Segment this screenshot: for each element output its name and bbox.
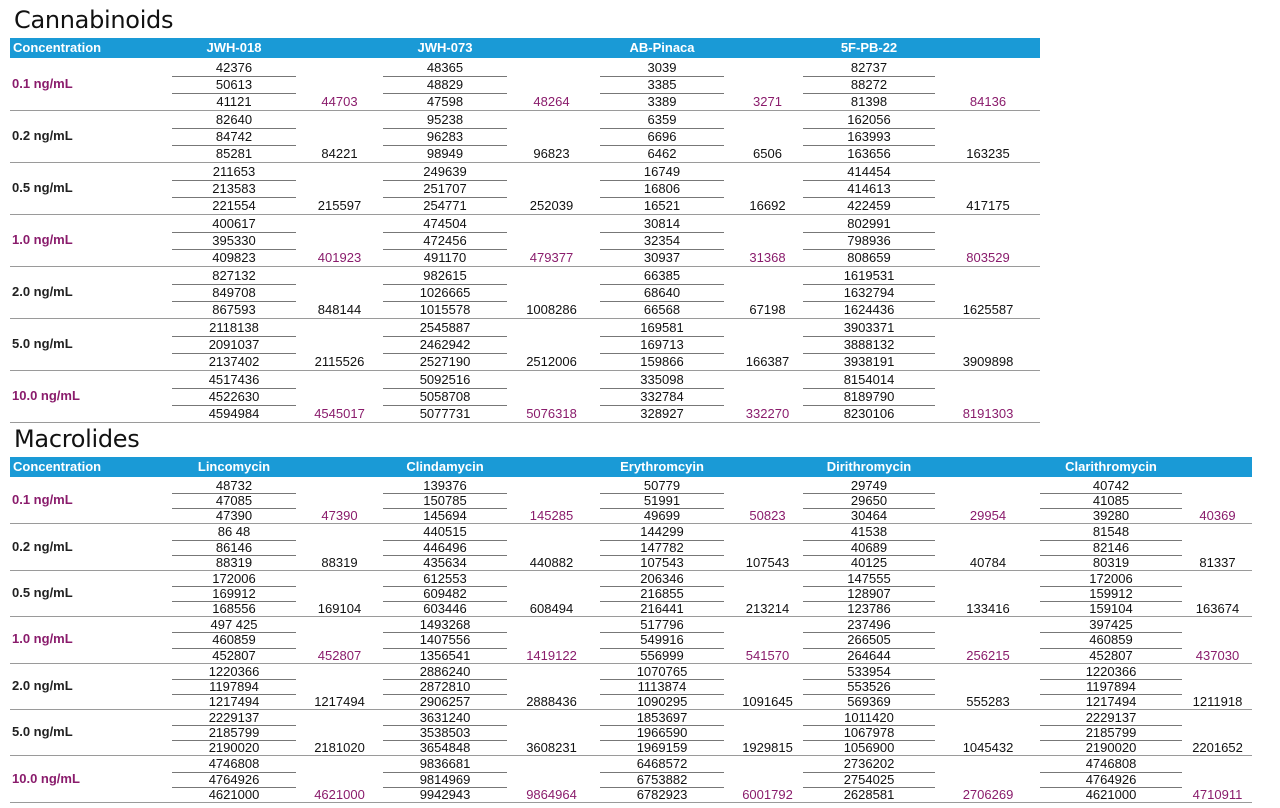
average-value: 3909898 — [962, 354, 1014, 369]
replicate-value: 1356541 — [419, 647, 471, 663]
table-row — [10, 617, 1252, 663]
replicate-value: 49699 — [643, 508, 681, 524]
table-row — [10, 710, 1252, 756]
average-value: 48264 — [533, 94, 570, 109]
replicate-value: 4594984 — [208, 406, 260, 421]
replicate-value: 264644 — [847, 647, 891, 663]
table-row — [10, 163, 1040, 215]
replicate-value: 1220366 — [1040, 664, 1182, 680]
replicate-value: 81398 — [850, 94, 888, 109]
average-value: 1929815 — [742, 740, 793, 756]
replicate-value: 2137402 — [208, 354, 260, 369]
replicate-value: 3385 — [600, 76, 724, 94]
header-concentration: Concentration — [13, 40, 102, 55]
replicate-value: 42376 — [172, 59, 296, 77]
replicate-value: 2906257 — [419, 693, 471, 709]
header-compound: JWH-018 — [206, 40, 262, 55]
replicate-value: 1026665 — [383, 284, 507, 302]
replicate-value: 82737 — [803, 59, 935, 77]
replicate-value: 206346 — [600, 571, 724, 587]
concentration-label: 5.0 ng/mL — [12, 336, 73, 351]
replicate-value: 460859 — [1040, 632, 1182, 648]
table-row — [10, 664, 1252, 710]
replicate-value: 1056900 — [843, 740, 895, 756]
table-row — [10, 111, 1040, 163]
replicate-value: 5077731 — [419, 406, 471, 421]
average-value: 2201652 — [1192, 740, 1243, 756]
average-value: 169104 — [317, 601, 362, 617]
table-header — [10, 38, 1040, 58]
replicate-value: 452807 — [1089, 647, 1133, 663]
replicate-value: 6468572 — [600, 756, 724, 772]
replicate-value: 3888132 — [803, 336, 935, 354]
replicate-value: 603446 — [423, 601, 467, 617]
replicate-value: 82146 — [1040, 540, 1182, 556]
replicate-value: 549916 — [600, 632, 724, 648]
replicate-value: 29650 — [803, 493, 935, 509]
replicate-value: 41121 — [216, 94, 252, 109]
average-value: 96823 — [533, 146, 570, 161]
replicate-value: 139376 — [383, 478, 507, 494]
replicate-value: 1220366 — [172, 664, 296, 680]
replicate-value: 9814969 — [383, 772, 507, 788]
table-row — [10, 267, 1040, 319]
header-compound: Erythromcyin — [620, 459, 704, 474]
replicate-value: 41085 — [1040, 493, 1182, 509]
replicate-value: 6782923 — [636, 786, 688, 802]
section-title-cannabinoids: Cannabinoids — [14, 6, 174, 34]
replicate-value: 2754025 — [803, 772, 935, 788]
replicate-value: 2229137 — [1040, 710, 1182, 726]
average-value: 84221 — [321, 146, 358, 161]
average-value: 1045432 — [962, 740, 1014, 756]
replicate-value: 16749 — [600, 163, 724, 181]
replicate-value: 491170 — [423, 250, 467, 265]
concentration-label: 0.5 ng/mL — [12, 180, 73, 195]
replicate-value: 47085 — [172, 493, 296, 509]
replicate-value: 81548 — [1040, 524, 1182, 540]
table-row — [10, 756, 1252, 802]
replicate-value: 98949 — [426, 146, 464, 161]
replicate-value: 1632794 — [803, 284, 935, 302]
replicate-value: 169713 — [600, 336, 724, 354]
replicate-value: 808659 — [847, 250, 891, 265]
average-value: 2706269 — [962, 786, 1014, 802]
table-row — [10, 59, 1040, 111]
replicate-value: 163993 — [803, 128, 935, 146]
average-value: 40369 — [1199, 508, 1236, 524]
replicate-value: 6696 — [600, 128, 724, 146]
replicate-value: 2886240 — [383, 664, 507, 680]
replicate-value: 3389 — [647, 94, 677, 109]
replicate-value: 2545887 — [383, 319, 507, 337]
replicate-value: 107543 — [640, 554, 684, 570]
average-value: 452807 — [317, 647, 362, 663]
replicate-value: 50779 — [600, 478, 724, 494]
replicate-value: 216441 — [640, 601, 684, 617]
replicate-value: 47390 — [215, 508, 253, 524]
replicate-value: 30814 — [600, 215, 724, 233]
replicate-value: 6753882 — [600, 772, 724, 788]
replicate-value: 159866 — [640, 354, 684, 369]
average-value: 9864964 — [526, 786, 577, 802]
replicate-value: 4764926 — [1040, 772, 1182, 788]
average-value: 50823 — [749, 508, 786, 524]
replicate-value: 85281 — [215, 146, 253, 161]
average-value: 133416 — [966, 601, 1010, 617]
replicate-value: 517796 — [600, 617, 724, 633]
average-value: 848144 — [317, 302, 362, 317]
replicate-value: 216855 — [600, 586, 724, 602]
replicate-value: 51991 — [600, 493, 724, 509]
replicate-value: 1407556 — [383, 632, 507, 648]
replicate-value: 1015578 — [419, 302, 471, 317]
replicate-value: 9836681 — [383, 756, 507, 772]
replicate-value: 849708 — [172, 284, 296, 302]
average-value: 1625587 — [962, 302, 1014, 317]
average-value: 84136 — [969, 94, 1007, 109]
average-value: 4545017 — [314, 406, 365, 421]
replicate-value: 88272 — [803, 76, 935, 94]
replicate-value: 435634 — [423, 554, 467, 570]
replicate-value: 159104 — [1089, 601, 1133, 617]
replicate-value: 50613 — [172, 76, 296, 94]
replicate-value: 147555 — [803, 571, 935, 587]
average-value: 163235 — [966, 146, 1010, 161]
replicate-value: 2872810 — [383, 679, 507, 695]
average-value: 256215 — [966, 647, 1010, 663]
replicate-value: 9942943 — [419, 786, 471, 802]
average-value: 3271 — [753, 94, 782, 109]
replicate-value: 221554 — [212, 198, 256, 213]
replicate-value: 798936 — [803, 232, 935, 250]
replicate-value: 2628581 — [843, 786, 895, 802]
average-value: 2888436 — [526, 693, 577, 709]
replicate-value: 40689 — [803, 540, 935, 556]
concentration-label: 0.1 ng/mL — [12, 76, 73, 91]
average-value: 44703 — [321, 94, 358, 109]
replicate-value: 6359 — [600, 111, 724, 129]
replicate-value: 395330 — [172, 232, 296, 250]
replicate-value: 40742 — [1040, 478, 1182, 494]
replicate-value: 123786 — [847, 601, 891, 617]
replicate-value: 68640 — [600, 284, 724, 302]
replicate-value: 1197894 — [1040, 679, 1182, 695]
average-value: 213214 — [745, 601, 790, 617]
replicate-value: 251707 — [383, 180, 507, 198]
concentration-label: 2.0 ng/mL — [12, 677, 73, 693]
replicate-value: 1969159 — [636, 740, 688, 756]
replicate-value: 2185799 — [1040, 725, 1182, 741]
replicate-value: 8230106 — [843, 406, 895, 421]
concentration-label: 0.5 ng/mL — [12, 584, 73, 600]
average-value: 4621000 — [314, 786, 365, 802]
replicate-value: 3538503 — [383, 725, 507, 741]
concentration-label: 10.0 ng/mL — [12, 388, 80, 403]
replicate-value: 5092516 — [383, 371, 507, 389]
replicate-value: 1011420 — [803, 710, 935, 726]
replicate-value: 80319 — [1092, 554, 1130, 570]
replicate-value: 6462 — [647, 146, 677, 161]
average-value: 81337 — [1199, 554, 1236, 570]
replicate-value: 3938191 — [843, 354, 895, 369]
average-value: 1008286 — [526, 302, 577, 317]
header-compound: Clindamycin — [406, 459, 484, 474]
replicate-value: 86 48 — [172, 524, 296, 540]
concentration-label: 5.0 ng/mL — [12, 724, 73, 740]
table-header — [10, 457, 1252, 477]
replicate-value: 612553 — [383, 571, 507, 587]
replicate-value: 802991 — [803, 215, 935, 233]
concentration-label: 0.2 ng/mL — [12, 128, 73, 143]
replicate-value: 1090295 — [636, 693, 688, 709]
header-compound: Dirithromycin — [826, 459, 912, 474]
average-value: 40784 — [969, 554, 1007, 570]
replicate-value: 249639 — [383, 163, 507, 181]
replicate-value: 982615 — [383, 267, 507, 285]
replicate-value: 409823 — [212, 250, 256, 265]
replicate-value: 553526 — [803, 679, 935, 695]
average-value: 555283 — [966, 693, 1010, 709]
replicate-value: 30464 — [850, 508, 888, 524]
replicate-value: 2736202 — [803, 756, 935, 772]
replicate-value: 169912 — [172, 586, 296, 602]
average-value: 67198 — [749, 302, 786, 317]
replicate-value: 96283 — [383, 128, 507, 146]
average-value: 3608231 — [526, 740, 577, 756]
replicate-value: 150785 — [383, 493, 507, 509]
replicate-value: 2185799 — [172, 725, 296, 741]
replicate-value: 472456 — [383, 232, 507, 250]
replicate-value: 84742 — [172, 128, 296, 146]
average-value: 145285 — [529, 508, 574, 524]
replicate-value: 1217494 — [208, 693, 260, 709]
replicate-value: 48732 — [172, 478, 296, 494]
header-concentration: Concentration — [13, 459, 102, 474]
replicate-value: 4621000 — [208, 786, 260, 802]
replicate-value: 1067978 — [803, 725, 935, 741]
average-value: 166387 — [745, 354, 790, 369]
replicate-value: 2527190 — [419, 354, 471, 369]
table-row — [10, 319, 1040, 371]
concentration-label: 2.0 ng/mL — [12, 284, 73, 299]
concentration-label: 10.0 ng/mL — [12, 770, 80, 786]
average-value: 5076318 — [526, 406, 577, 421]
replicate-value: 48365 — [383, 59, 507, 77]
average-value: 29954 — [969, 508, 1007, 524]
replicate-value: 1217494 — [1085, 693, 1137, 709]
average-value: 1419122 — [526, 647, 577, 663]
header-compound: Lincomycin — [197, 459, 271, 474]
replicate-value: 2462942 — [383, 336, 507, 354]
replicate-value: 414454 — [803, 163, 935, 181]
average-value: 803529 — [966, 250, 1010, 265]
replicate-value: 1966590 — [600, 725, 724, 741]
replicate-value: 211653 — [172, 163, 296, 181]
replicate-value: 1197894 — [172, 679, 296, 695]
header-compound: Clarithromycin — [1065, 459, 1157, 474]
replicate-value: 48829 — [383, 76, 507, 94]
replicate-value: 86146 — [172, 540, 296, 556]
replicate-value: 2229137 — [172, 710, 296, 726]
replicate-value: 147782 — [600, 540, 724, 556]
replicate-value: 867593 — [212, 302, 256, 317]
average-value: 107543 — [745, 554, 790, 570]
replicate-value: 237496 — [803, 617, 935, 633]
replicate-value: 328927 — [640, 406, 684, 421]
replicate-value: 16521 — [643, 198, 681, 213]
replicate-value: 414613 — [803, 180, 935, 198]
average-value: 8191303 — [962, 406, 1014, 421]
replicate-value: 168556 — [212, 601, 256, 617]
replicate-value: 128907 — [803, 586, 935, 602]
section-title-macrolides: Macrolides — [14, 425, 140, 453]
replicate-value: 8189790 — [803, 388, 935, 406]
replicate-value: 2118138 — [172, 319, 296, 337]
concentration-label: 0.1 ng/mL — [12, 492, 73, 508]
average-value: 88319 — [321, 554, 358, 570]
header-compound: AB-Pinaca — [629, 40, 695, 55]
replicate-value: 609482 — [383, 586, 507, 602]
replicate-value: 145694 — [423, 508, 467, 524]
replicate-value: 4746808 — [172, 756, 296, 772]
table-row — [10, 371, 1040, 423]
header-compound: JWH-073 — [417, 40, 473, 55]
replicate-value: 163656 — [847, 146, 891, 161]
table-row — [10, 215, 1040, 267]
average-value: 332270 — [745, 406, 790, 421]
average-value: 2181020 — [314, 740, 365, 756]
replicate-value: 1113874 — [600, 679, 724, 695]
replicate-value: 1624436 — [843, 302, 895, 317]
table-row — [10, 571, 1252, 617]
replicate-value: 172006 — [172, 571, 296, 587]
replicate-value: 1853697 — [600, 710, 724, 726]
average-value: 252039 — [529, 198, 574, 213]
replicate-value: 497 425 — [172, 617, 296, 633]
average-value: 401923 — [317, 250, 362, 265]
replicate-value: 41538 — [803, 524, 935, 540]
average-value: 479377 — [529, 250, 574, 265]
replicate-value: 95238 — [383, 111, 507, 129]
replicate-value: 332784 — [600, 388, 724, 406]
replicate-value: 4522630 — [172, 388, 296, 406]
replicate-value: 144299 — [600, 524, 724, 540]
replicate-value: 254771 — [423, 198, 467, 213]
replicate-value: 533954 — [803, 664, 935, 680]
average-value: 440882 — [529, 554, 574, 570]
replicate-value: 4517436 — [172, 371, 296, 389]
replicate-value: 8154014 — [803, 371, 935, 389]
replicate-value: 2091037 — [172, 336, 296, 354]
average-value: 437030 — [1195, 647, 1240, 663]
replicate-value: 556999 — [640, 647, 684, 663]
replicate-value: 1619531 — [803, 267, 935, 285]
average-value: 6001792 — [742, 786, 793, 802]
replicate-value: 440515 — [383, 524, 507, 540]
replicate-value: 30937 — [643, 250, 681, 265]
average-value: 541570 — [745, 647, 790, 663]
replicate-value: 47598 — [426, 94, 464, 109]
replicate-value: 29749 — [803, 478, 935, 494]
replicate-value: 460859 — [172, 632, 296, 648]
replicate-value: 159912 — [1040, 586, 1182, 602]
replicate-value: 40125 — [850, 554, 888, 570]
replicate-value: 3903371 — [803, 319, 935, 337]
average-value: 6506 — [753, 146, 782, 161]
replicate-value: 446496 — [383, 540, 507, 556]
replicate-value: 474504 — [383, 215, 507, 233]
replicate-value: 66385 — [600, 267, 724, 285]
average-value: 2512006 — [526, 354, 577, 369]
replicate-value: 4621000 — [1085, 786, 1137, 802]
replicate-value: 335098 — [600, 371, 724, 389]
replicate-value: 213583 — [172, 180, 296, 198]
replicate-value: 32354 — [600, 232, 724, 250]
concentration-label: 1.0 ng/mL — [12, 232, 73, 247]
average-value: 4710911 — [1192, 786, 1243, 802]
average-value: 163674 — [1195, 601, 1240, 617]
header-compound: 5F-PB-22 — [840, 40, 898, 55]
replicate-value: 397425 — [1040, 617, 1182, 633]
replicate-value: 3039 — [600, 59, 724, 77]
average-value: 47390 — [321, 508, 358, 524]
average-value: 417175 — [966, 198, 1010, 213]
replicate-value: 1493268 — [383, 617, 507, 633]
replicate-value: 3654848 — [419, 740, 471, 756]
average-value: 215597 — [317, 198, 362, 213]
table-row — [10, 478, 1252, 524]
replicate-value: 16806 — [600, 180, 724, 198]
replicate-value: 2190020 — [1085, 740, 1137, 756]
replicate-value: 569369 — [847, 693, 891, 709]
replicate-value: 2190020 — [208, 740, 260, 756]
concentration-label: 0.2 ng/mL — [12, 538, 73, 554]
replicate-value: 3631240 — [383, 710, 507, 726]
replicate-value: 172006 — [1040, 571, 1182, 587]
replicate-value: 827132 — [172, 267, 296, 285]
replicate-value: 5058708 — [383, 388, 507, 406]
replicate-value: 452807 — [212, 647, 256, 663]
average-value: 16692 — [749, 198, 786, 213]
replicate-value: 88319 — [215, 554, 253, 570]
replicate-value: 400617 — [172, 215, 296, 233]
average-value: 1211918 — [1192, 693, 1243, 709]
average-value: 608494 — [529, 601, 574, 617]
replicate-value: 1070765 — [600, 664, 724, 680]
replicate-value: 39280 — [1092, 508, 1130, 524]
replicate-value: 66568 — [643, 302, 681, 317]
table-row — [10, 524, 1252, 570]
replicate-value: 266505 — [803, 632, 935, 648]
average-value: 31368 — [749, 250, 786, 265]
replicate-value: 169581 — [600, 319, 724, 337]
average-value: 1091645 — [742, 693, 793, 709]
replicate-value: 4746808 — [1040, 756, 1182, 772]
replicate-value: 162056 — [803, 111, 935, 129]
replicate-value: 4764926 — [172, 772, 296, 788]
average-value: 1217494 — [314, 693, 365, 709]
concentration-label: 1.0 ng/mL — [12, 631, 73, 647]
average-value: 2115526 — [314, 354, 365, 369]
replicate-value: 422459 — [847, 198, 891, 213]
replicate-value: 82640 — [172, 111, 296, 129]
